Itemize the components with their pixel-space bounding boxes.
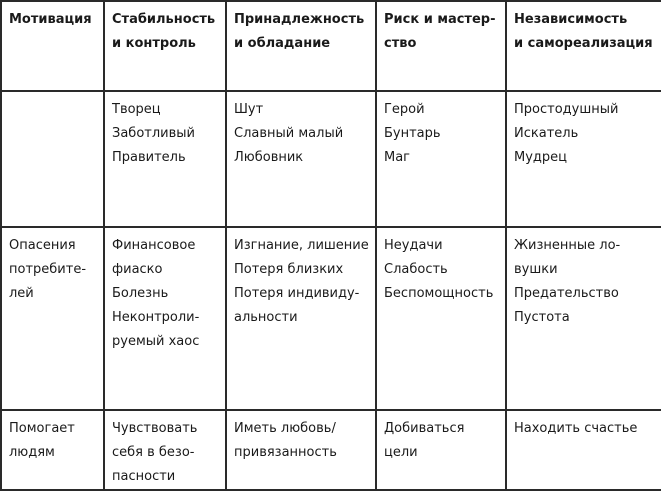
cell-text: Добиваться (384, 421, 465, 436)
row-label-empty (1, 91, 104, 227)
cell-text: Потеря близких (234, 262, 344, 277)
header-text: Мотивация (9, 12, 92, 27)
row-label-text: Помогает (9, 421, 75, 436)
archetypes-belonging (226, 91, 376, 227)
helps-people-row (1, 410, 661, 490)
cell-text: пасности (112, 469, 176, 484)
header-text: ство (384, 36, 417, 51)
cell-text: Потеря индивиду- (234, 286, 360, 301)
cell-text: Заботливый (112, 126, 195, 141)
fears-belonging (226, 227, 376, 410)
header-text: Независимость (514, 12, 628, 27)
cell-text: Мудрец (514, 150, 567, 165)
cell-text: Бунтарь (384, 126, 441, 141)
row-label-text: людям (9, 445, 55, 460)
archetypes-risk (376, 91, 506, 227)
row-label-text: потребите- (9, 262, 87, 277)
cell-text: Жизненные ло- (514, 238, 621, 253)
helps-belonging (226, 410, 376, 490)
archetypes-stability (104, 91, 226, 227)
cell-text: Неудачи (384, 238, 443, 253)
cell-text: Изгнание, лишение (234, 238, 369, 253)
fears-independence (506, 227, 661, 410)
header-text: и контроль (112, 36, 196, 51)
row-label-text: Опасения (9, 238, 76, 253)
cell-text: Иметь любовь/ (234, 421, 336, 436)
cell-text: Предательство (514, 286, 619, 301)
cell-text: Любовник (234, 150, 304, 165)
cell-text: альности (234, 310, 298, 325)
header-text: Риск и мастер- (384, 12, 496, 27)
fears-risk (376, 227, 506, 410)
header-independence (506, 1, 661, 91)
cell-text: Болезнь (112, 286, 169, 301)
cell-text: Чувствовать (112, 421, 198, 436)
cell-text: Творец (112, 102, 161, 117)
cell-text: Финансовое (112, 238, 196, 253)
consumer-fears-row (1, 227, 661, 410)
row-label-helps (1, 410, 104, 490)
cell-text: цели (384, 445, 418, 460)
cell-text: Искатель (514, 126, 579, 141)
row-label-fears (1, 227, 104, 410)
header-row (1, 1, 661, 91)
cell-text: Правитель (112, 150, 186, 165)
cell-text: фиаско (112, 262, 163, 277)
row-label-text: лей (9, 286, 34, 301)
header-risk-mastery (376, 1, 506, 91)
archetypes-row (1, 91, 661, 227)
fears-stability (104, 227, 226, 410)
cell-text: Слабость (384, 262, 448, 277)
header-stability-control (104, 1, 226, 91)
cell-text: Простодушный (514, 102, 619, 117)
header-text: и самореализация (514, 36, 653, 51)
cell-text: Пустота (514, 310, 570, 325)
helps-risk (376, 410, 506, 490)
cell-text: Герой (384, 102, 425, 117)
helps-independence (506, 410, 661, 490)
cell-text: Маг (384, 150, 411, 165)
header-motivation (1, 1, 104, 91)
cell-text: Находить счастье (514, 421, 638, 436)
header-text: и обладание (234, 36, 331, 51)
cell-text: вушки (514, 262, 558, 277)
header-text: Принадлежность (234, 12, 365, 27)
header-text: Стабильность (112, 12, 216, 27)
cell-text: руемый хаос (112, 334, 200, 349)
cell-text: Беспомощность (384, 286, 494, 301)
cell-text: себя в безо- (112, 445, 195, 460)
cell-text: привязанность (234, 445, 337, 460)
helps-stability (104, 410, 226, 490)
cell-text: Неконтроли- (112, 310, 200, 325)
archetypes-independence (506, 91, 661, 227)
cell-text: Шут (234, 102, 264, 117)
header-belonging (226, 1, 376, 91)
cell-text: Славный малый (234, 126, 344, 141)
